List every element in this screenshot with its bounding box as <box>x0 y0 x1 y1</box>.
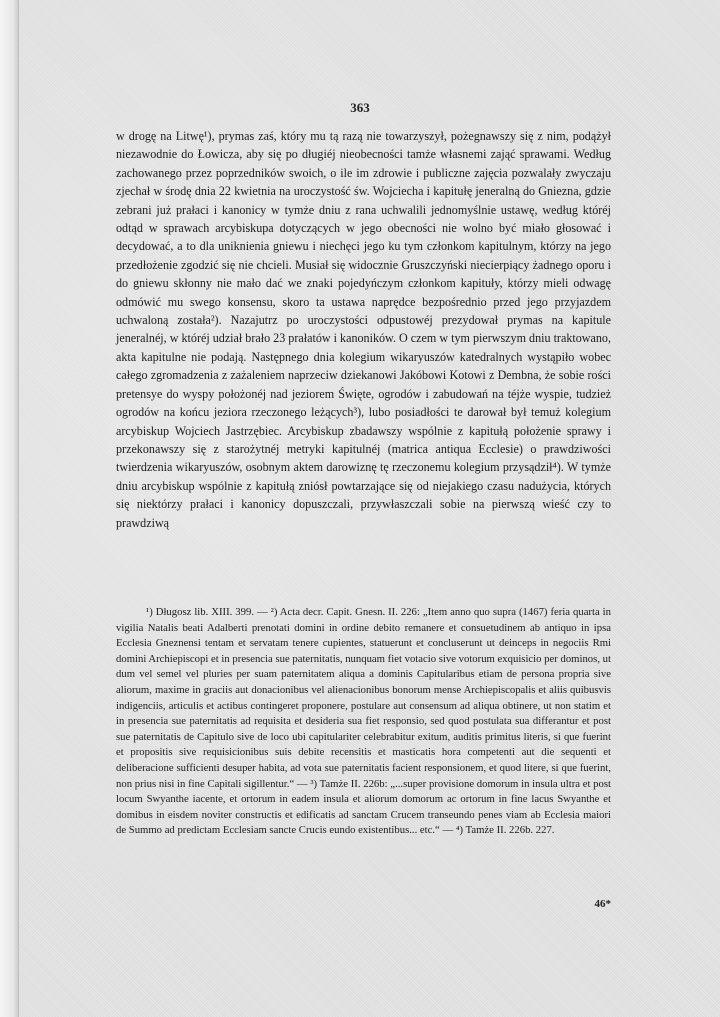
book-spine-edge <box>0 0 19 1017</box>
page-number: 363 <box>350 100 370 115</box>
signature-mark: 46* <box>594 898 611 910</box>
body-text: w drogę na Litwę¹), prymas zaś, który mu tą razą nie towarzyszył, pożegnawszy się z nim, podążył niezawodnie do Łowicza, aby się po długiéj nieobecności tamże własnemi zająć sprawami. Według zachowanego przez poprzedników swoich, o ile im zdrowie i publiczne zajęcia pozwalały zwyczaju zjechał w środę dnia 22 kwietnia na uroczystość św. Wojciecha i kapitułę jeneralną do Gniezna, gdzie zebrani już prałaci i kanonicy w tymże dniu z rana uchwalili jednomyślnie ustawę, według któréj odtąd w sprawach arcybiskupa dotyczących w jego obecności nie wolno być miało głosować i decydować, a to dla uniknienia gniewu i niechęci jego ku tym członkom kapitulnym, którzy na jego przedłożenie zgodzić się nie chcieli. Musiał się widocznie Gruszczyński niecierpiący żadnego oporu i do gniewu skłonny nie mało dać we znaki pojedyńczym członkom kapituły, którzy mieli odwagę odmówić mu swego konsensu, skoro ta ustawa naprędce bezpośrednio przed jego przyjazdem uchwaloną została²). Nazajutrz po uroczystości odpustowéj prezydował prymas na kapitule jeneralnéj, w któréj udział brało 23 prałatów i kanoników. O czem w tym pierwszym dniu traktowano, akta kapitulne nie podają. Następnego dnia kolegium wikaryuszów katedralnych wystąpiło wobec całego zgromadzenia z zażaleniem naprzeciw dziekanowi Jakóbowi Kotowi z Dembna, że sobie rości pretensye do wyspy położonéj nad jeziorem Święte, ogrodów i zabudowań na téjże wyspie, tudzież ogrodów na końcu jeziora rzeczonego leżących³), lubo posiadłości te darował był temuż kolegium arcybiskup Wojciech Jastrzębiec. Arcybiskup zbadawszy wspólnie z kapitułą położenie sprawy i przekonawszy się z starożytnéj metryki kapitulnéj (matrica antiqua Ecclesie) o prawdziwości twierdzenia wikaryuszów, osobnym aktem darowiznę tę rzeczonemu kolegium przysądził⁴). W tymże dniu arcybiskup wspólnie z kapitułą zniósł powtarzające się od niejakiego czasu nadużycia, których się niektórzy prałaci i kanonicy dopuszczali, przywłaszczali sobie na pierwszą wieść czy to prawdziwą <box>116 129 611 530</box>
footnotes: ¹) Długosz lib. XIII. 399. — ²) Acta decr. Capit. Gnesn. II. 226: „Item anno quo supra (1467) feria quarta in vigilia Natalis beati Adalberti prenotati domini in ordine debito remanere et consuetudinem ab antiquo in ipsa Ecclesia Gneznensi tentam et servatam tenere cupientes, statuerunt et concluserunt ut deinceps in negociis Rmi domini Archiepiscopi et in presencia sue paternitatis, nunquam fiet votacio sive votorum exquisicio per dominos, ut dum vel semel vel pluries per suam paternitatem aliqua a dominis Capitularibus etiam de persona propria sive aliorum, maxime in graciis aut donacionibus vel alienacionibus bonorum mense Archiepiscopalis et aliis quibusvis indigenciis, articulis et actibus contingeret proponere, postulare aut consensum ad aliqua obtinere, ut non statim et in presencia sue paternitatis ad requisita et desideria sua fiet responsio, sed quod postulata sua differantur et post sue paternitatis de Capitulo sive de loco ubi capitulariter celebrabitur exitum, auditis primitus literis, si que fuerint et propositis sive requisicionibus suis debite recensitis et masticatis hora competenti aut die sequenti et deliberacione sufficienti desuper habita, ad vota sue paternitatis facient responsionem, et quod litere, si que fuerint, non prius nisi in fine Capitali sigillentur.“ — ³) Tamże II. 226b: „...super provisione domorum in insula ultra et post locum Swyanthe iacente, et ortorum in eadem insula et aliorum domorum ac ortorum in fine lacus Swyanthe et domibus in eisdem noviter constructis et edificatis ad sanctam Crucem transeundo penes viam ab Ecclesia maiori de Summo ad predictam Ecclesiam sancte Crucis eundo existentibus... etc.“ — ⁴) Tamże II. 226b. 227. <box>116 606 611 837</box>
